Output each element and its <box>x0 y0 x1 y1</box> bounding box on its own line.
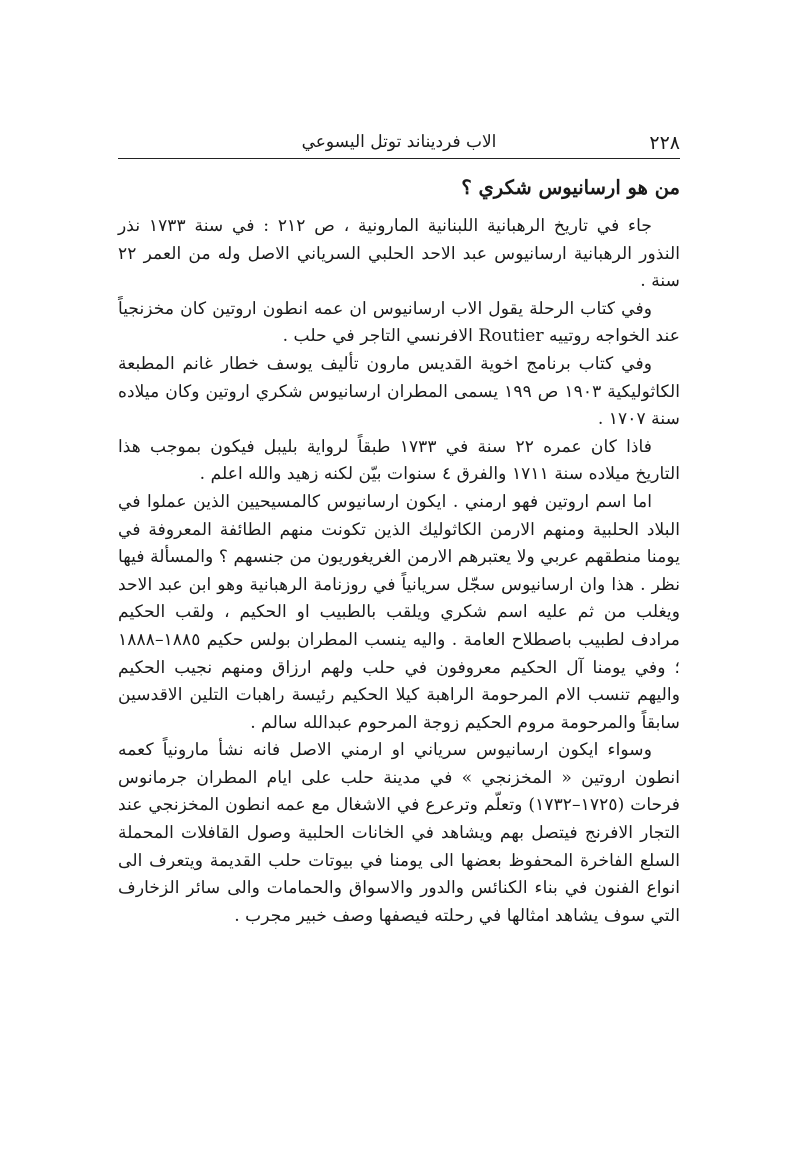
page-body <box>118 173 680 930</box>
page-header <box>118 128 680 159</box>
section-heading: من هو ارسانيوس شكري ؟ <box>461 176 680 199</box>
paragraph: اما اسم اروتين فهو ارمني . ايكون ارسانيوس كالمسيحيين الذين عملوا في البلاد الحلبية ومنهم الارمن الكاثوليك الذين تكونت منهم الطائفة المعروفة في يومنا منطقهم عربي ولا يعتبرهم الارمن الغريغوريون من جنسهم ؟ والمسألة فيها نظر . هذا وان ارسانيوس سجّل سريانياً في روزنامة الرهبانية وهو ابن عبد الاحد ويغلب من ثم عليه اسم شكري ويلقب بالطبيب او الحكيم ، ولقب الحكيم مرادف لطبيب باصطلاح العامة . واليه ينسب المطران بولس حكيم ١٨٨٥–١٨٨٨ ؛ وفي يومنا آل الحكيم معروفون في حلب ولهم ارزاق ومنهم نجيب الحكيم واليهم تنسب الام المرحومة الراهبة كيلا الحكيم رئيسة راهبات التلين الاقدسين سابقاً والمرحومة مروم الحكيم زوجة المرحوم عبدالله سالم . <box>118 491 680 733</box>
page-number: ٢٢٨ <box>649 132 680 154</box>
running-title: الاب فرديناند توتل اليسوعي <box>301 132 497 152</box>
paragraph: وفي كتاب الرحلة يقول الاب ارسانيوس ان عمه انطون اروتين كان مخزنجياً عند الخواجه روتييه Routier الافرنسي التاجر في حلب . <box>118 298 680 347</box>
paragraph: وفي كتاب برنامج اخوية القديس مارون تأليف يوسف خطار غانم المطبعة الكاثوليكية ١٩٠٣ ص ١٩٩ يسمى المطران ارسانيوس شكري اروتين وكان ميلاده سنة ١٧٠٧ . <box>118 353 680 430</box>
book-page <box>118 128 680 1128</box>
paragraph: فاذا كان عمره ٢٢ سنة في ١٧٣٣ طبقاً لرواية بليبل فيكون بموجب هذا التاريخ ميلاده سنة ١٧١١ والفرق ٤ سنوات بيّن لكنه زهيد والله اعلم . <box>118 436 680 485</box>
paragraph: جاء في تاريخ الرهبانية اللبنانية المارونية ، ص ٢١٢ : في سنة ١٧٣٣ نذر النذور الرهبانية ارسانيوس عبد الاحد الحلبي السرياني الاصل وله من العمر ٢٢ سنة . <box>118 216 680 292</box>
paragraph: وسواء ايكون ارسانيوس سرياني او ارمني الاصل فانه نشأ مارونياً كعمه انطون اروتين « المخزنجي » في مدينة حلب على ايام المطران جرمانوس فرحات (١٧٢٥–١٧٣٢) وتعلّم وترعرع في الاشغال مع عمه انطون المخزنجي عند التجار الافرنج فيتصل بهم ويشاهد في الخانات الحلبية وصول القافلات المحملة السلع الفاخرة المحفوظ بعضها الى يومنا في بيوتات حلب القديمة ويتعرف الى انواع الفنون في بناء الكنائس والدور والاسواق والحمامات والى سائر الزخارف التي سوف يشاهد امثالها في رحلته فيصفها وصف خبير مجرب . <box>118 740 680 926</box>
